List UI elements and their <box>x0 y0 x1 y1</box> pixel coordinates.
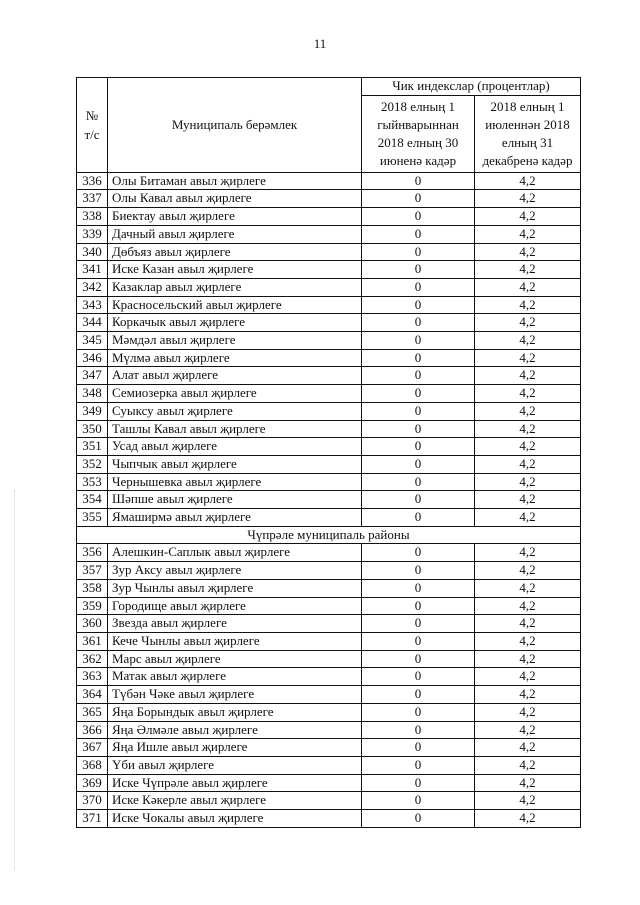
row-value-second-half: 4,2 <box>475 225 581 243</box>
row-value-second-half: 4,2 <box>475 686 581 704</box>
row-value-second-half: 4,2 <box>475 668 581 686</box>
row-number: 337 <box>77 190 108 208</box>
row-municipality: Шәпше авыл җирлеге <box>108 491 362 509</box>
table-row <box>77 774 581 792</box>
row-value-second-half: 4,2 <box>475 208 581 226</box>
row-municipality: Олы Кавал авыл җирлеге <box>108 190 362 208</box>
row-value-first-half: 0 <box>362 721 475 739</box>
row-municipality: Кече Чынлы авыл җирлеге <box>108 632 362 650</box>
row-number: 366 <box>77 721 108 739</box>
row-number: 351 <box>77 438 108 456</box>
row-municipality: Биектау авыл җирлеге <box>108 208 362 226</box>
row-value-first-half: 0 <box>362 208 475 226</box>
row-value-first-half: 0 <box>362 367 475 385</box>
row-number: 360 <box>77 615 108 633</box>
row-value-first-half: 0 <box>362 172 475 190</box>
row-municipality: Матак авыл җирлеге <box>108 668 362 686</box>
row-value-second-half: 4,2 <box>475 509 581 527</box>
row-value-first-half: 0 <box>362 296 475 314</box>
row-municipality: Красносельский авыл җирлеге <box>108 296 362 314</box>
row-municipality: Марс авыл җирлеге <box>108 650 362 668</box>
row-number: 343 <box>77 296 108 314</box>
table-row <box>77 438 581 456</box>
row-municipality: Мәмдәл авыл җирлеге <box>108 332 362 350</box>
section-title: Чүпрәле муниципаль районы <box>77 526 581 544</box>
row-number: 358 <box>77 579 108 597</box>
table-row <box>77 243 581 261</box>
row-number: 346 <box>77 349 108 367</box>
row-value-second-half: 4,2 <box>475 190 581 208</box>
table-row <box>77 597 581 615</box>
row-municipality: Иске Казан авыл җирлеге <box>108 261 362 279</box>
table-body-part-a <box>77 172 581 526</box>
row-value-second-half: 4,2 <box>475 296 581 314</box>
row-number: 359 <box>77 597 108 615</box>
table-row <box>77 632 581 650</box>
row-number: 355 <box>77 509 108 527</box>
row-value-second-half: 4,2 <box>475 597 581 615</box>
row-value-second-half: 4,2 <box>475 774 581 792</box>
row-number: 370 <box>77 792 108 810</box>
row-value-first-half: 0 <box>362 332 475 350</box>
row-number: 361 <box>77 632 108 650</box>
row-number: 364 <box>77 686 108 704</box>
table-row <box>77 225 581 243</box>
table-row <box>77 455 581 473</box>
row-value-second-half: 4,2 <box>475 438 581 456</box>
section-row <box>77 526 581 544</box>
row-number: 344 <box>77 314 108 332</box>
row-number: 371 <box>77 810 108 828</box>
row-value-second-half: 4,2 <box>475 367 581 385</box>
row-value-second-half: 4,2 <box>475 632 581 650</box>
row-value-first-half: 0 <box>362 810 475 828</box>
row-municipality: Ямаширмә авыл җирлеге <box>108 509 362 527</box>
row-value-second-half: 4,2 <box>475 810 581 828</box>
table-body-part-b <box>77 544 581 827</box>
row-municipality: Суыксу авыл җирлеге <box>108 402 362 420</box>
table-row <box>77 278 581 296</box>
row-number: 357 <box>77 562 108 580</box>
header-limit-indexes: Чик индекслар (процентлар) <box>362 78 581 96</box>
row-value-second-half: 4,2 <box>475 420 581 438</box>
header-number: № т/с <box>77 78 108 173</box>
row-municipality: Яңа Борындык авыл җирлеге <box>108 703 362 721</box>
row-municipality: Дачный авыл җирлеге <box>108 225 362 243</box>
row-value-first-half: 0 <box>362 632 475 650</box>
table-row <box>77 739 581 757</box>
table-row <box>77 721 581 739</box>
row-value-first-half: 0 <box>362 243 475 261</box>
header-municipality: Муниципаль берәмлек <box>108 78 362 173</box>
row-number: 341 <box>77 261 108 279</box>
table-row <box>77 544 581 562</box>
row-municipality: Семиозерка авыл җирлеге <box>108 385 362 403</box>
row-municipality: Чернышевка авыл җирлеге <box>108 473 362 491</box>
row-value-first-half: 0 <box>362 349 475 367</box>
row-value-first-half: 0 <box>362 597 475 615</box>
row-number: 345 <box>77 332 108 350</box>
row-value-first-half: 0 <box>362 190 475 208</box>
table-row <box>77 703 581 721</box>
table-row <box>77 650 581 668</box>
row-value-first-half: 0 <box>362 739 475 757</box>
row-value-second-half: 4,2 <box>475 579 581 597</box>
row-number: 363 <box>77 668 108 686</box>
table-row <box>77 190 581 208</box>
row-municipality: Яңа Ишле авыл җирлеге <box>108 739 362 757</box>
table-row <box>77 562 581 580</box>
row-municipality: Яңа Әлмәле авыл җирлеге <box>108 721 362 739</box>
row-value-first-half: 0 <box>362 420 475 438</box>
row-municipality: Городище авыл җирлеге <box>108 597 362 615</box>
row-value-first-half: 0 <box>362 544 475 562</box>
scan-margin-marks <box>14 490 16 870</box>
row-number: 340 <box>77 243 108 261</box>
row-municipality: Казаклар авыл җирлеге <box>108 278 362 296</box>
row-value-first-half: 0 <box>362 650 475 668</box>
row-value-first-half: 0 <box>362 438 475 456</box>
row-municipality: Усад авыл җирлеге <box>108 438 362 456</box>
table-row <box>77 509 581 527</box>
row-number: 356 <box>77 544 108 562</box>
row-number: 342 <box>77 278 108 296</box>
row-value-first-half: 0 <box>362 314 475 332</box>
row-value-first-half: 0 <box>362 261 475 279</box>
row-number: 354 <box>77 491 108 509</box>
row-value-second-half: 4,2 <box>475 261 581 279</box>
table-row <box>77 668 581 686</box>
table-row <box>77 349 581 367</box>
table-row <box>77 792 581 810</box>
row-value-first-half: 0 <box>362 615 475 633</box>
table-row <box>77 810 581 828</box>
row-number: 339 <box>77 225 108 243</box>
row-number: 365 <box>77 703 108 721</box>
row-value-second-half: 4,2 <box>475 385 581 403</box>
table-row <box>77 473 581 491</box>
row-value-first-half: 0 <box>362 562 475 580</box>
row-value-first-half: 0 <box>362 402 475 420</box>
row-value-first-half: 0 <box>362 774 475 792</box>
row-value-first-half: 0 <box>362 225 475 243</box>
row-value-second-half: 4,2 <box>475 473 581 491</box>
row-value-first-half: 0 <box>362 385 475 403</box>
row-municipality: Иске Чүпрәле авыл җирлеге <box>108 774 362 792</box>
row-value-second-half: 4,2 <box>475 756 581 774</box>
row-value-second-half: 4,2 <box>475 332 581 350</box>
row-value-first-half: 0 <box>362 473 475 491</box>
row-municipality: Иске Кәкерле авыл җирлеге <box>108 792 362 810</box>
table-row <box>77 402 581 420</box>
row-municipality: Мүлмә авыл җирлеге <box>108 349 362 367</box>
table-row <box>77 579 581 597</box>
table-row <box>77 756 581 774</box>
row-value-second-half: 4,2 <box>475 544 581 562</box>
row-value-first-half: 0 <box>362 278 475 296</box>
row-municipality: Олы Битаман авыл җирлеге <box>108 172 362 190</box>
header-row-1 <box>77 78 581 96</box>
row-value-second-half: 4,2 <box>475 792 581 810</box>
row-value-second-half: 4,2 <box>475 562 581 580</box>
table-header <box>77 78 581 173</box>
row-value-first-half: 0 <box>362 509 475 527</box>
row-value-second-half: 4,2 <box>475 243 581 261</box>
row-municipality: Коркачык авыл җирлеге <box>108 314 362 332</box>
row-value-second-half: 4,2 <box>475 402 581 420</box>
row-municipality: Алешкин-Саплык авыл җирлеге <box>108 544 362 562</box>
row-value-second-half: 4,2 <box>475 349 581 367</box>
table-row <box>77 385 581 403</box>
row-value-second-half: 4,2 <box>475 721 581 739</box>
row-number: 347 <box>77 367 108 385</box>
row-municipality: Иске Чокалы авыл җирлеге <box>108 810 362 828</box>
row-municipality: Зур Чынлы авыл җирлеге <box>108 579 362 597</box>
row-value-second-half: 4,2 <box>475 739 581 757</box>
row-number: 338 <box>77 208 108 226</box>
row-municipality: Үби авыл җирлеге <box>108 756 362 774</box>
table-row <box>77 615 581 633</box>
row-number: 336 <box>77 172 108 190</box>
row-number: 369 <box>77 774 108 792</box>
row-value-second-half: 4,2 <box>475 314 581 332</box>
limit-index-table <box>76 77 581 828</box>
row-value-second-half: 4,2 <box>475 650 581 668</box>
row-value-first-half: 0 <box>362 756 475 774</box>
row-value-first-half: 0 <box>362 668 475 686</box>
row-value-second-half: 4,2 <box>475 615 581 633</box>
row-value-second-half: 4,2 <box>475 703 581 721</box>
row-number: 349 <box>77 402 108 420</box>
row-municipality: Чыпчык авыл җирлеге <box>108 455 362 473</box>
row-municipality: Ташлы Кавал авыл җирлеге <box>108 420 362 438</box>
table-row <box>77 314 581 332</box>
row-municipality: Зур Аксу авыл җирлеге <box>108 562 362 580</box>
header-period-second-half: 2018 елның 1 июленнән 2018 елның 31 декабренә кадәр <box>475 95 581 172</box>
table-row <box>77 491 581 509</box>
table-row <box>77 420 581 438</box>
row-municipality: Алат авыл җирлеге <box>108 367 362 385</box>
row-municipality: Түбән Чәке авыл җирлеге <box>108 686 362 704</box>
row-value-first-half: 0 <box>362 792 475 810</box>
table-row <box>77 261 581 279</box>
section-row-group <box>77 526 581 544</box>
row-value-second-half: 4,2 <box>475 491 581 509</box>
table-row <box>77 367 581 385</box>
row-municipality: Дөбъяз авыл җирлеге <box>108 243 362 261</box>
page-number: 11 <box>313 36 327 51</box>
table-row <box>77 208 581 226</box>
row-value-first-half: 0 <box>362 579 475 597</box>
row-number: 368 <box>77 756 108 774</box>
row-number: 350 <box>77 420 108 438</box>
row-number: 353 <box>77 473 108 491</box>
table-row <box>77 172 581 190</box>
table-row <box>77 296 581 314</box>
row-value-first-half: 0 <box>362 491 475 509</box>
row-value-second-half: 4,2 <box>475 455 581 473</box>
row-municipality: Звезда авыл җирлеге <box>108 615 362 633</box>
row-number: 367 <box>77 739 108 757</box>
header-period-first-half: 2018 елның 1 гыйнварыннан 2018 елның 30 июненә кадәр <box>362 95 475 172</box>
table-row <box>77 332 581 350</box>
row-number: 352 <box>77 455 108 473</box>
row-number: 348 <box>77 385 108 403</box>
row-value-first-half: 0 <box>362 703 475 721</box>
row-value-first-half: 0 <box>362 686 475 704</box>
row-value-first-half: 0 <box>362 455 475 473</box>
row-value-second-half: 4,2 <box>475 172 581 190</box>
table-row <box>77 686 581 704</box>
row-number: 362 <box>77 650 108 668</box>
row-value-second-half: 4,2 <box>475 278 581 296</box>
